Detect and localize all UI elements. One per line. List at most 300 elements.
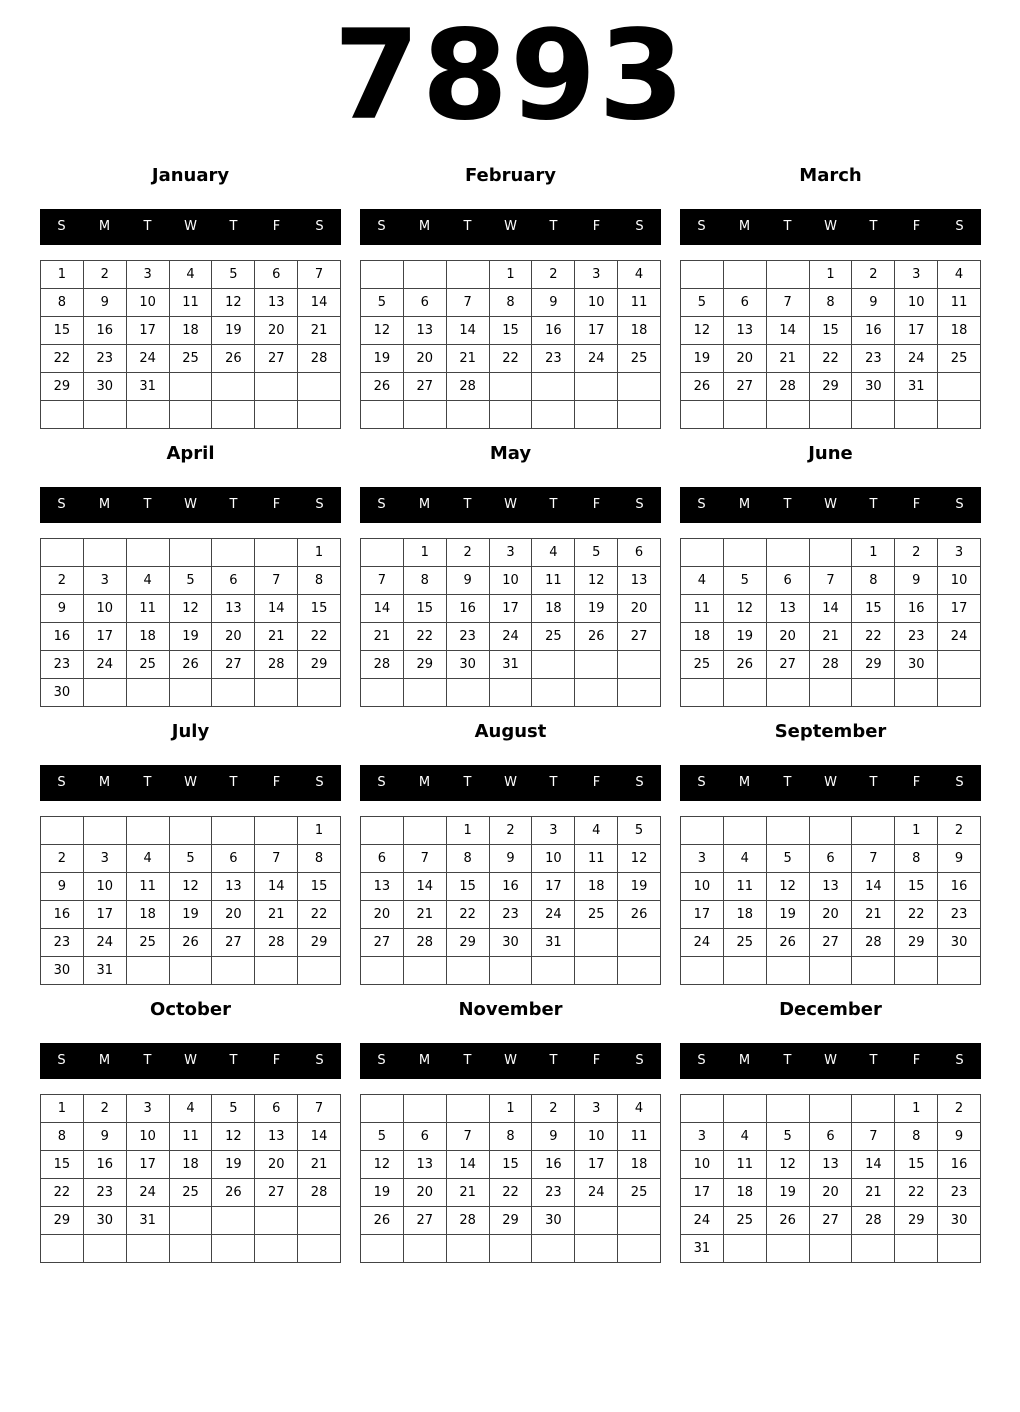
- day-cell: 4: [170, 261, 213, 289]
- day-cell: 23: [84, 345, 127, 373]
- day-cell: 11: [170, 1123, 213, 1151]
- day-cell: 25: [127, 929, 170, 957]
- weekday-header: [680, 765, 981, 801]
- day-cell: 26: [212, 1179, 255, 1207]
- empty-day-cell: [84, 401, 127, 429]
- day-cell: 28: [298, 345, 341, 373]
- weekday-label: W: [824, 497, 837, 512]
- empty-day-cell: [127, 957, 170, 985]
- day-cell: 27: [361, 929, 404, 957]
- empty-day-cell: [404, 261, 447, 289]
- day-cell: 10: [938, 567, 981, 595]
- day-cell: 10: [490, 567, 533, 595]
- day-cell: 12: [681, 317, 724, 345]
- day-cell: 18: [938, 317, 981, 345]
- weekday-label: S: [955, 1053, 964, 1068]
- weekday-label: S: [635, 1053, 644, 1068]
- weekday-header: [360, 487, 661, 523]
- empty-day-cell: [767, 1235, 810, 1263]
- weekday-header: [360, 209, 661, 245]
- day-cell: 13: [212, 873, 255, 901]
- day-cell: 14: [767, 317, 810, 345]
- day-cell: 3: [575, 261, 618, 289]
- day-cell: 22: [490, 345, 533, 373]
- empty-day-cell: [41, 1235, 84, 1263]
- day-cell: 6: [212, 567, 255, 595]
- weekday-header: [40, 487, 341, 523]
- day-cell: 28: [852, 1207, 895, 1235]
- day-cell: 14: [447, 317, 490, 345]
- day-cell: 23: [532, 1179, 575, 1207]
- weekday-header: [680, 1043, 981, 1079]
- month-name: May: [489, 443, 532, 464]
- weekday-label: S: [955, 497, 964, 512]
- day-cell: 24: [84, 651, 127, 679]
- weekday-label: T: [143, 775, 152, 790]
- empty-day-cell: [895, 401, 938, 429]
- day-cell: 8: [447, 845, 490, 873]
- empty-day-cell: [532, 1235, 575, 1263]
- day-cell: 16: [84, 1151, 127, 1179]
- empty-day-cell: [255, 539, 298, 567]
- day-cell: 12: [361, 1151, 404, 1179]
- month-name: July: [171, 721, 210, 742]
- day-cell: 2: [938, 817, 981, 845]
- day-cell: 25: [532, 623, 575, 651]
- empty-day-cell: [212, 957, 255, 985]
- day-cell: 19: [170, 623, 213, 651]
- empty-day-cell: [255, 679, 298, 707]
- day-cell: 17: [895, 317, 938, 345]
- empty-day-cell: [810, 817, 853, 845]
- month-december: [680, 997, 981, 1267]
- day-cell: 6: [404, 1123, 447, 1151]
- weekday-label: S: [315, 775, 324, 790]
- day-cell: 16: [852, 317, 895, 345]
- day-cell: 7: [361, 567, 404, 595]
- weekday-label: S: [377, 497, 386, 512]
- empty-day-cell: [681, 817, 724, 845]
- day-cell: 2: [84, 261, 127, 289]
- empty-day-cell: [170, 957, 213, 985]
- weekday-header: [680, 209, 981, 245]
- weekday-label: S: [697, 775, 706, 790]
- day-cell: 21: [404, 901, 447, 929]
- day-cell: 27: [212, 651, 255, 679]
- day-cell: 7: [810, 567, 853, 595]
- weekday-label: F: [272, 497, 281, 512]
- weekday-label: M: [418, 1053, 431, 1068]
- day-cell: 12: [361, 317, 404, 345]
- empty-day-cell: [298, 1207, 341, 1235]
- day-cell: 26: [724, 651, 767, 679]
- day-cell: 21: [852, 1179, 895, 1207]
- empty-day-cell: [852, 1235, 895, 1263]
- weekday-label: S: [315, 1053, 324, 1068]
- day-cell: 31: [895, 373, 938, 401]
- empty-day-cell: [575, 401, 618, 429]
- empty-day-cell: [618, 679, 661, 707]
- day-cell: 21: [852, 901, 895, 929]
- day-cell: 2: [84, 1095, 127, 1123]
- day-cell: 15: [298, 873, 341, 901]
- day-cell: 23: [84, 1179, 127, 1207]
- day-cell: 14: [361, 595, 404, 623]
- day-cell: 25: [681, 651, 724, 679]
- empty-day-cell: [767, 957, 810, 985]
- day-cell: 8: [298, 567, 341, 595]
- empty-day-cell: [170, 679, 213, 707]
- day-cell: 26: [212, 345, 255, 373]
- empty-day-cell: [618, 401, 661, 429]
- day-cell: 4: [938, 261, 981, 289]
- weekday-label: M: [418, 497, 431, 512]
- day-cell: 29: [852, 651, 895, 679]
- month-july: [40, 719, 341, 989]
- empty-day-cell: [170, 373, 213, 401]
- day-cell: 20: [212, 901, 255, 929]
- day-cell: 26: [767, 929, 810, 957]
- day-cell: 9: [447, 567, 490, 595]
- day-cell: 6: [404, 289, 447, 317]
- empty-day-cell: [490, 1235, 533, 1263]
- day-cell: 22: [298, 901, 341, 929]
- weekday-label: S: [377, 219, 386, 234]
- empty-day-cell: [212, 401, 255, 429]
- weekday-label: F: [592, 1053, 601, 1068]
- day-cell: 7: [255, 567, 298, 595]
- empty-day-cell: [810, 957, 853, 985]
- weekday-label: T: [229, 219, 238, 234]
- day-cell: 22: [41, 1179, 84, 1207]
- day-cell: 8: [810, 289, 853, 317]
- day-grid: [40, 260, 341, 429]
- day-cell: 4: [170, 1095, 213, 1123]
- empty-day-cell: [361, 1095, 404, 1123]
- empty-day-cell: [895, 679, 938, 707]
- day-cell: 5: [767, 1123, 810, 1151]
- day-cell: 27: [255, 1179, 298, 1207]
- weekday-label: W: [824, 1053, 837, 1068]
- empty-day-cell: [84, 679, 127, 707]
- day-cell: 3: [532, 817, 575, 845]
- day-cell: 3: [938, 539, 981, 567]
- weekday-label: M: [418, 219, 431, 234]
- month-name: August: [474, 721, 547, 742]
- empty-day-cell: [852, 957, 895, 985]
- empty-day-cell: [447, 401, 490, 429]
- weekday-label: S: [315, 219, 324, 234]
- day-cell: 1: [895, 817, 938, 845]
- day-cell: 26: [361, 1207, 404, 1235]
- day-cell: 30: [41, 679, 84, 707]
- empty-day-cell: [810, 539, 853, 567]
- month-name: March: [799, 165, 862, 186]
- day-cell: 19: [724, 623, 767, 651]
- day-cell: 3: [127, 1095, 170, 1123]
- weekday-label: S: [57, 497, 66, 512]
- weekday-label: T: [143, 497, 152, 512]
- empty-day-cell: [170, 401, 213, 429]
- day-cell: 17: [84, 623, 127, 651]
- day-cell: 16: [895, 595, 938, 623]
- empty-day-cell: [767, 679, 810, 707]
- day-cell: 15: [41, 317, 84, 345]
- empty-day-cell: [127, 679, 170, 707]
- empty-day-cell: [852, 401, 895, 429]
- day-cell: 20: [810, 1179, 853, 1207]
- day-cell: 23: [532, 345, 575, 373]
- day-cell: 15: [41, 1151, 84, 1179]
- day-cell: 1: [810, 261, 853, 289]
- day-cell: 25: [575, 901, 618, 929]
- day-cell: 19: [361, 1179, 404, 1207]
- day-cell: 14: [852, 1151, 895, 1179]
- empty-day-cell: [532, 651, 575, 679]
- month-name: June: [808, 443, 853, 464]
- month-november: [360, 997, 661, 1267]
- day-cell: 15: [810, 317, 853, 345]
- day-cell: 11: [170, 289, 213, 317]
- day-cell: 9: [852, 289, 895, 317]
- day-cell: 18: [127, 901, 170, 929]
- day-cell: 8: [41, 289, 84, 317]
- weekday-header: [360, 1043, 661, 1079]
- day-cell: 10: [681, 873, 724, 901]
- day-cell: 6: [767, 567, 810, 595]
- empty-day-cell: [618, 651, 661, 679]
- day-cell: 21: [255, 623, 298, 651]
- day-cell: 24: [895, 345, 938, 373]
- day-cell: 28: [852, 929, 895, 957]
- day-cell: 9: [41, 595, 84, 623]
- day-cell: 30: [938, 929, 981, 957]
- day-cell: 25: [938, 345, 981, 373]
- day-cell: 14: [255, 595, 298, 623]
- day-cell: 20: [810, 901, 853, 929]
- day-cell: 23: [41, 651, 84, 679]
- weekday-label: S: [697, 1053, 706, 1068]
- empty-day-cell: [681, 1095, 724, 1123]
- day-cell: 28: [298, 1179, 341, 1207]
- empty-day-cell: [575, 651, 618, 679]
- day-cell: 29: [41, 1207, 84, 1235]
- day-cell: 24: [532, 901, 575, 929]
- day-cell: 1: [404, 539, 447, 567]
- day-cell: 24: [681, 1207, 724, 1235]
- month-october: [40, 997, 341, 1267]
- weekday-label: F: [272, 775, 281, 790]
- empty-day-cell: [255, 401, 298, 429]
- weekday-label: S: [57, 775, 66, 790]
- day-cell: 5: [361, 1123, 404, 1151]
- day-cell: 19: [767, 1179, 810, 1207]
- day-cell: 16: [532, 1151, 575, 1179]
- weekday-label: S: [57, 219, 66, 234]
- day-cell: 4: [127, 845, 170, 873]
- empty-day-cell: [84, 1235, 127, 1263]
- weekday-label: S: [635, 219, 644, 234]
- day-cell: 13: [810, 873, 853, 901]
- weekday-label: W: [184, 1053, 197, 1068]
- weekday-label: T: [783, 219, 792, 234]
- day-cell: 9: [84, 289, 127, 317]
- day-cell: 4: [127, 567, 170, 595]
- day-cell: 25: [170, 345, 213, 373]
- day-cell: 19: [212, 317, 255, 345]
- day-cell: 1: [298, 817, 341, 845]
- day-cell: 8: [490, 289, 533, 317]
- empty-day-cell: [681, 401, 724, 429]
- weekday-label: M: [738, 497, 751, 512]
- day-cell: 16: [938, 873, 981, 901]
- day-cell: 12: [724, 595, 767, 623]
- day-cell: 21: [447, 345, 490, 373]
- empty-day-cell: [575, 373, 618, 401]
- day-cell: 14: [298, 289, 341, 317]
- day-cell: 2: [895, 539, 938, 567]
- empty-day-cell: [404, 1235, 447, 1263]
- month-name: February: [464, 165, 557, 186]
- empty-day-cell: [404, 817, 447, 845]
- month-name: November: [458, 999, 563, 1020]
- weekday-label: S: [377, 1053, 386, 1068]
- day-cell: 1: [41, 261, 84, 289]
- day-cell: 21: [361, 623, 404, 651]
- empty-day-cell: [938, 679, 981, 707]
- empty-day-cell: [895, 957, 938, 985]
- day-cell: 26: [170, 929, 213, 957]
- empty-day-cell: [767, 1095, 810, 1123]
- day-cell: 9: [532, 1123, 575, 1151]
- day-cell: 23: [447, 623, 490, 651]
- day-cell: 2: [490, 817, 533, 845]
- day-cell: 24: [127, 345, 170, 373]
- weekday-label: T: [783, 1053, 792, 1068]
- day-grid: [360, 538, 661, 707]
- weekday-label: M: [98, 219, 111, 234]
- day-cell: 13: [255, 1123, 298, 1151]
- day-grid: [680, 1094, 981, 1263]
- day-cell: 18: [724, 1179, 767, 1207]
- day-cell: 18: [170, 1151, 213, 1179]
- day-cell: 24: [938, 623, 981, 651]
- day-cell: 16: [938, 1151, 981, 1179]
- weekday-label: W: [824, 219, 837, 234]
- empty-day-cell: [298, 957, 341, 985]
- day-cell: 3: [84, 567, 127, 595]
- day-cell: 2: [41, 845, 84, 873]
- day-cell: 11: [618, 289, 661, 317]
- month-august: [360, 719, 661, 989]
- weekday-label: S: [315, 497, 324, 512]
- day-cell: 4: [532, 539, 575, 567]
- day-cell: 6: [810, 845, 853, 873]
- day-cell: 15: [298, 595, 341, 623]
- day-cell: 27: [618, 623, 661, 651]
- weekday-label: W: [184, 497, 197, 512]
- empty-day-cell: [84, 539, 127, 567]
- day-cell: 21: [767, 345, 810, 373]
- empty-day-cell: [361, 817, 404, 845]
- empty-day-cell: [255, 1207, 298, 1235]
- weekday-label: T: [783, 775, 792, 790]
- day-cell: 17: [127, 1151, 170, 1179]
- day-cell: 28: [767, 373, 810, 401]
- day-cell: 19: [170, 901, 213, 929]
- day-cell: 11: [681, 595, 724, 623]
- day-cell: 8: [404, 567, 447, 595]
- day-cell: 13: [618, 567, 661, 595]
- day-cell: 10: [532, 845, 575, 873]
- weekday-label: W: [504, 1053, 517, 1068]
- day-cell: 21: [810, 623, 853, 651]
- weekday-label: F: [912, 1053, 921, 1068]
- day-cell: 24: [575, 345, 618, 373]
- empty-day-cell: [618, 373, 661, 401]
- day-cell: 2: [852, 261, 895, 289]
- day-cell: 20: [404, 345, 447, 373]
- weekday-label: S: [697, 219, 706, 234]
- weekday-label: T: [869, 219, 878, 234]
- weekday-label: S: [635, 497, 644, 512]
- day-cell: 22: [490, 1179, 533, 1207]
- day-cell: 15: [895, 1151, 938, 1179]
- weekday-label: M: [418, 775, 431, 790]
- day-cell: 11: [127, 873, 170, 901]
- empty-day-cell: [938, 651, 981, 679]
- empty-day-cell: [724, 261, 767, 289]
- day-grid: [360, 260, 661, 429]
- empty-day-cell: [298, 1235, 341, 1263]
- day-cell: 28: [404, 929, 447, 957]
- day-cell: 10: [84, 595, 127, 623]
- day-cell: 3: [575, 1095, 618, 1123]
- empty-day-cell: [127, 817, 170, 845]
- empty-day-cell: [490, 679, 533, 707]
- day-cell: 25: [170, 1179, 213, 1207]
- day-cell: 31: [532, 929, 575, 957]
- month-name: April: [166, 443, 215, 464]
- day-cell: 11: [724, 873, 767, 901]
- weekday-label: M: [98, 775, 111, 790]
- day-cell: 29: [298, 651, 341, 679]
- day-cell: 14: [298, 1123, 341, 1151]
- day-cell: 24: [84, 929, 127, 957]
- day-grid: [680, 538, 981, 707]
- day-cell: 5: [170, 567, 213, 595]
- day-cell: 18: [724, 901, 767, 929]
- day-cell: 17: [681, 901, 724, 929]
- day-cell: 3: [84, 845, 127, 873]
- day-cell: 25: [724, 929, 767, 957]
- day-cell: 20: [767, 623, 810, 651]
- empty-day-cell: [681, 957, 724, 985]
- day-cell: 3: [490, 539, 533, 567]
- empty-day-cell: [127, 539, 170, 567]
- weekday-label: T: [549, 775, 558, 790]
- empty-day-cell: [575, 929, 618, 957]
- empty-day-cell: [938, 373, 981, 401]
- day-cell: 29: [41, 373, 84, 401]
- empty-day-cell: [255, 1235, 298, 1263]
- day-cell: 30: [938, 1207, 981, 1235]
- day-cell: 29: [810, 373, 853, 401]
- empty-day-cell: [404, 679, 447, 707]
- day-cell: 19: [575, 595, 618, 623]
- month-june: [680, 441, 981, 711]
- empty-day-cell: [724, 1235, 767, 1263]
